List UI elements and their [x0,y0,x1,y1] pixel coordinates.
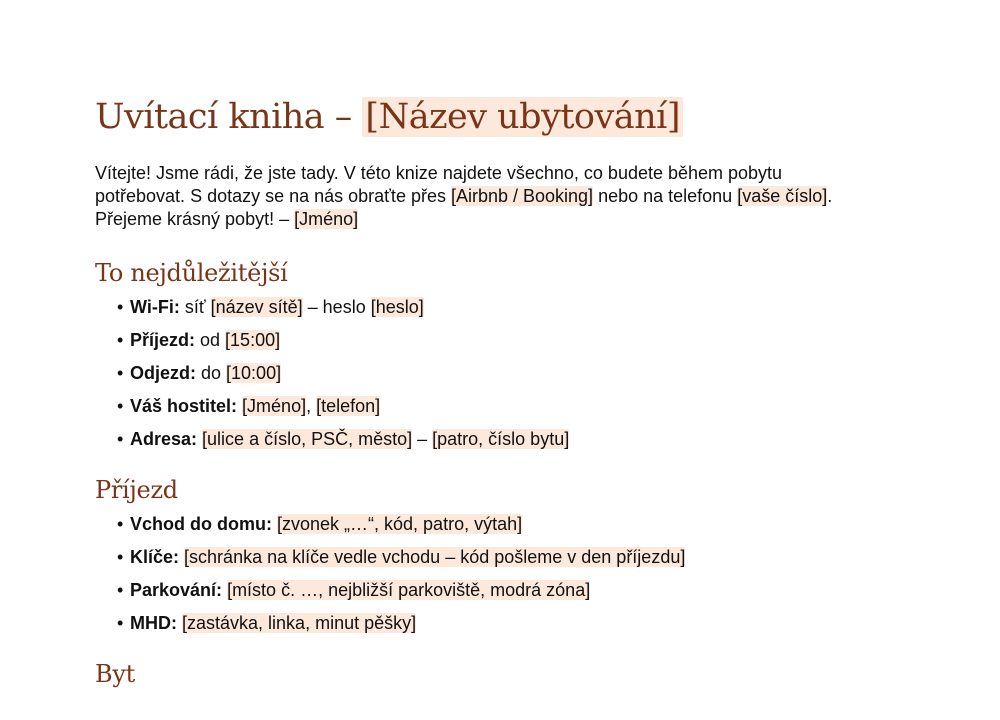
intro-paragraph [95,162,865,231]
bullet-icon: • [117,429,124,449]
intro-text-2: nebo na telefonu [593,186,738,206]
list-item-checkin [117,329,875,352]
section-heading-essentials: To nejdůležitější [95,259,288,287]
list-item-host [117,395,875,418]
item-label: Odjezd: [130,363,196,383]
bullet-icon: • [117,613,124,633]
item-placeholder: [heslo] [370,297,424,317]
title-placeholder: [Název ubytování] [362,97,683,137]
bullet-icon: • [117,514,124,534]
item-label: MHD: [130,613,177,633]
document-content [95,92,875,691]
intro-text-1: Vítejte! Jsme rádi, že jste tady. V této knize najdete všechno, co budete během pobytu potřebovat. S dotazy se na nás obraťte přes [95,163,783,206]
item-label: Klíče: [130,547,180,567]
list-item-transit [117,612,875,635]
item-label: Adresa: [130,429,198,449]
item-placeholder: [15:00] [225,330,281,350]
item-placeholder: [10:00] [226,363,282,383]
intro-placeholder-name: [Jméno] [294,209,359,229]
title-text: Uvítací kniha – [95,97,363,137]
bullet-icon: • [117,330,124,350]
item-placeholder: [zastávka, linka, minut pěšky] [182,613,417,633]
list-item-checkout [117,362,875,385]
list-item-parking [117,579,875,602]
item-label: Váš hostitel: [130,396,238,416]
list-item-entrance [117,513,875,536]
item-placeholder: [Jméno] [242,396,307,416]
intro-placeholder-phone: [vaše číslo] [737,186,828,206]
bullet-icon: • [117,580,124,600]
bullet-icon: • [117,396,124,416]
section-heading-arrival: Příjezd [95,476,178,504]
item-label: Parkování: [130,580,223,600]
item-label: Příjezd: [130,330,196,350]
item-text: od [195,330,226,350]
intro-text-3: . Přejeme krásný pobyt! – [95,186,833,229]
intro-placeholder-platform: [Airbnb / Booking] [450,186,594,206]
list-item-wifi [117,296,875,319]
section-heading-apartment: Byt [95,660,135,688]
item-text: síť [179,297,211,317]
item-placeholder: [zvonek „…“, kód, patro, výtah] [277,514,523,534]
bullet-icon: • [117,363,124,383]
item-text: , [306,396,317,416]
item-placeholder: [název sítě] [210,297,303,317]
item-label: Wi-Fi: [130,297,180,317]
list-item-address [117,428,875,451]
item-placeholder: [telefon] [316,396,381,416]
item-text: – [412,429,433,449]
item-text: – heslo [302,297,371,317]
bullet-icon: • [117,297,124,317]
item-placeholder: [ulice a číslo, PSČ, město] [202,429,413,449]
list-item-keys [117,546,875,569]
bullet-icon: • [117,547,124,567]
item-placeholder: [patro, číslo bytu] [432,429,570,449]
essentials-list [95,296,875,451]
page-title [95,92,875,142]
item-text: do [196,363,227,383]
arrival-list [95,513,875,635]
item-placeholder: [schránka na klíče vedle vchodu – kód pošleme v den příjezdu] [184,547,686,567]
item-placeholder: [místo č. …, nejbližší parkoviště, modrá zóna] [227,580,591,600]
item-label: Vchod do domu: [130,514,272,534]
